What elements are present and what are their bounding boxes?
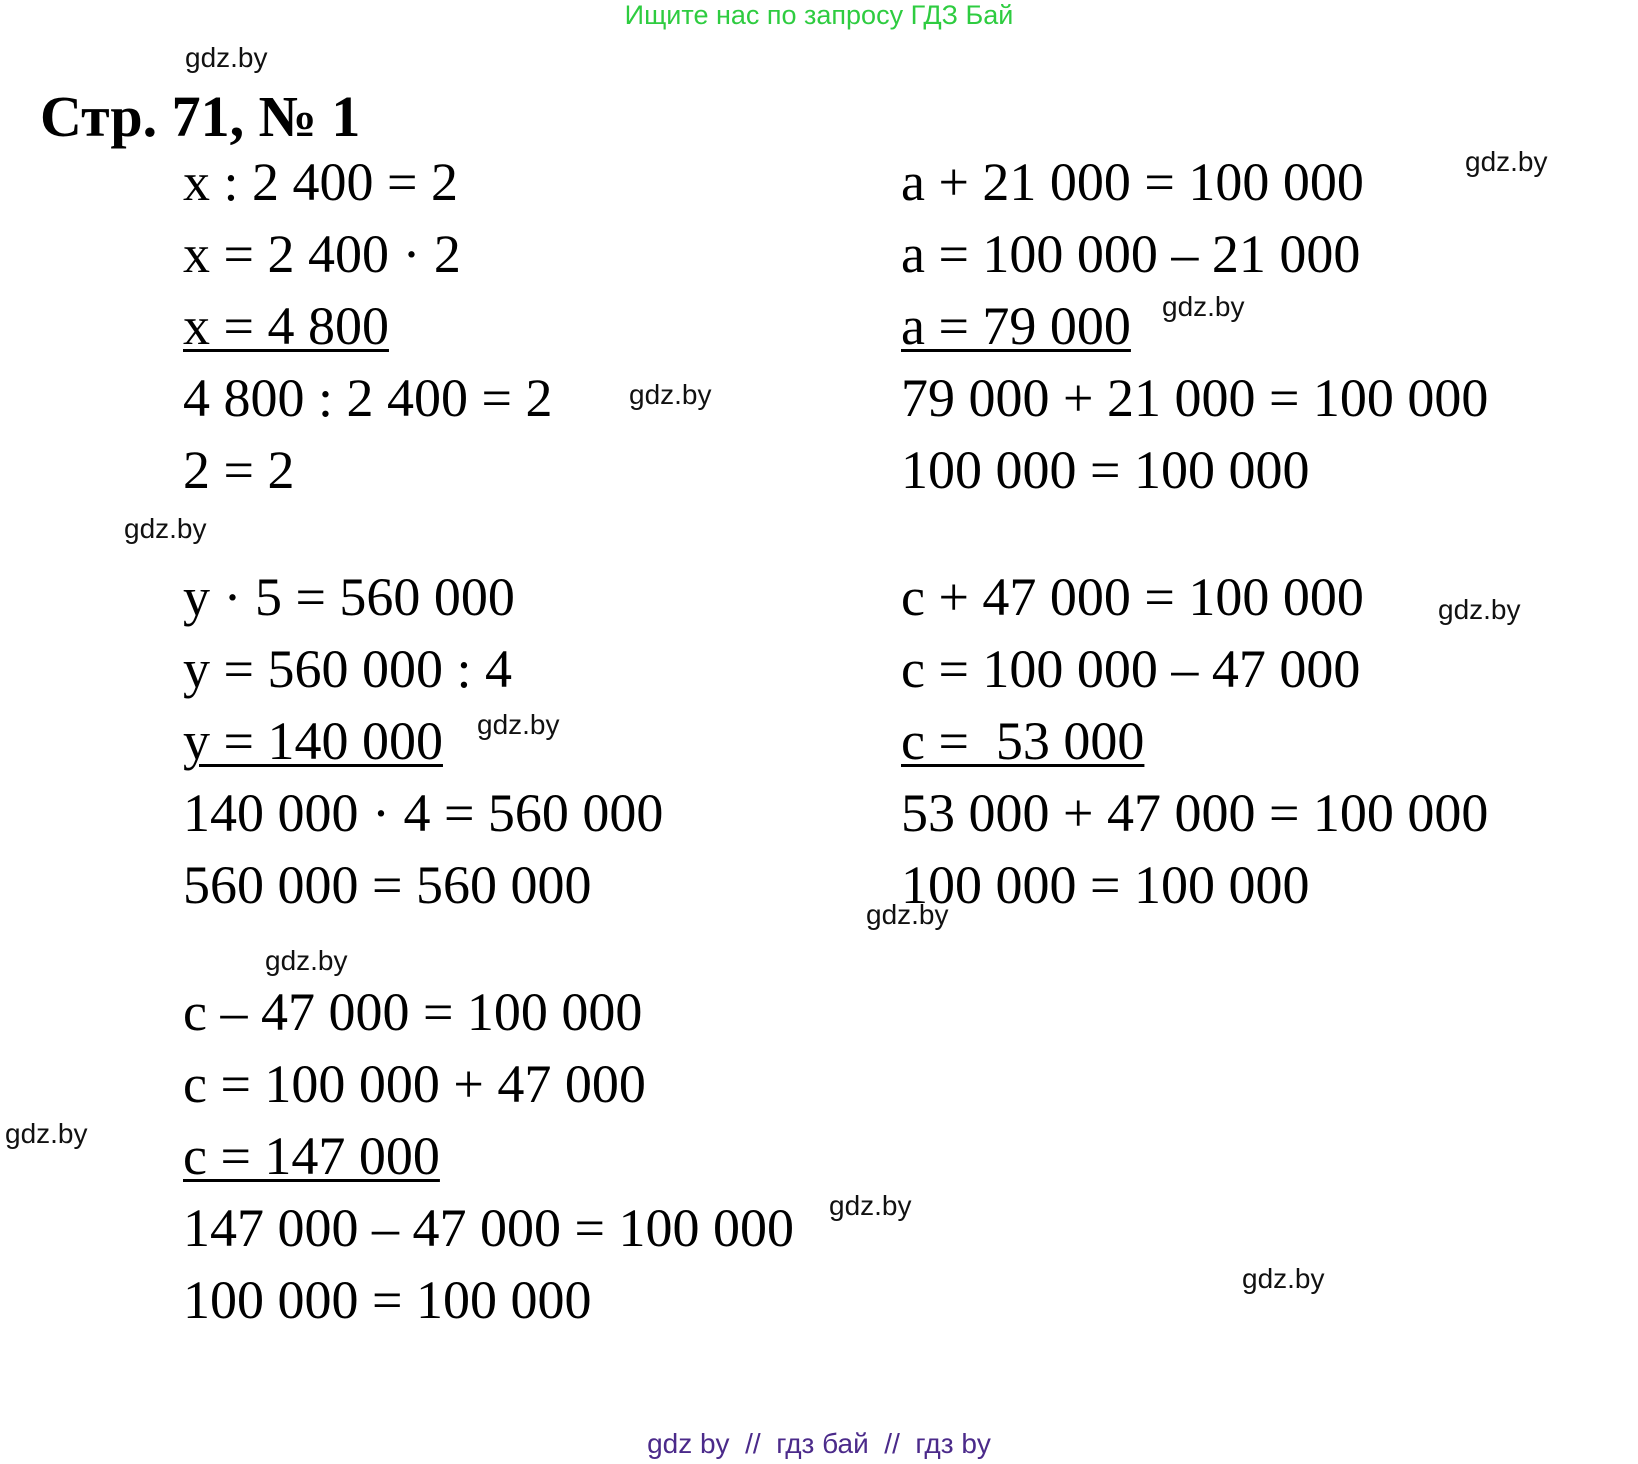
equation-check: 79 000 + 21 000 = 100 000 <box>901 368 1489 428</box>
watermark: gdz.by <box>1162 291 1245 322</box>
equation-check: 2 = 2 <box>183 440 295 500</box>
equation-line: c + 47 000 = 100 000 <box>901 567 1364 627</box>
watermark: gdz.by <box>5 1118 88 1149</box>
watermark: gdz.by <box>265 945 348 976</box>
equation-line: x = 2 400 · 2 <box>183 224 461 284</box>
equation-check: 4 800 : 2 400 = 2 <box>183 368 553 428</box>
equation-check: 560 000 = 560 000 <box>183 855 592 915</box>
equation-block-a <box>901 146 1488 506</box>
equation-block-x <box>183 146 552 506</box>
equation-answer <box>183 1120 794 1192</box>
answer-text: y = 140 000 <box>183 711 443 771</box>
page-title: Стр. 71, № 1 <box>40 84 361 149</box>
top-banner: Ищите нас по запросу ГДЗ Бай <box>624 0 1014 30</box>
equation-answer <box>183 705 663 777</box>
watermark: gdz.by <box>829 1190 912 1221</box>
watermark: gdz.by <box>185 42 268 73</box>
equation-line: c – 47 000 = 100 000 <box>183 982 643 1042</box>
equation-check: 147 000 – 47 000 = 100 000 <box>183 1198 794 1258</box>
watermark: gdz.by <box>629 379 712 410</box>
answer-text: c = 53 000 <box>901 711 1145 771</box>
watermark: gdz.by <box>866 899 949 930</box>
equation-line: a + 21 000 = 100 000 <box>901 152 1364 212</box>
equation-check: 53 000 + 47 000 = 100 000 <box>901 783 1489 843</box>
watermark: gdz.by <box>1242 1263 1325 1294</box>
equation-check: 100 000 = 100 000 <box>901 855 1310 915</box>
equation-block-c-plus <box>901 561 1488 921</box>
watermark: gdz.by <box>1465 146 1548 177</box>
equation-block-c-minus <box>183 976 794 1336</box>
equation-line: y = 560 000 : 4 <box>183 639 512 699</box>
footer-links: gdz by // гдз бай // гдз by <box>647 1428 991 1459</box>
answer-text: a = 79 000 <box>901 296 1131 356</box>
equation-line: c = 100 000 + 47 000 <box>183 1054 646 1114</box>
watermark: gdz.by <box>124 513 207 544</box>
equation-answer <box>901 705 1488 777</box>
equation-check: 140 000 · 4 = 560 000 <box>183 783 664 843</box>
equation-check: 100 000 = 100 000 <box>183 1270 592 1330</box>
equation-line: y · 5 = 560 000 <box>183 567 515 627</box>
equation-answer <box>183 290 552 362</box>
answer-text: c = 147 000 <box>183 1126 440 1186</box>
equation-line: c = 100 000 – 47 000 <box>901 639 1361 699</box>
equation-block-y <box>183 561 663 921</box>
watermark: gdz.by <box>477 709 560 740</box>
watermark: gdz.by <box>1438 594 1521 625</box>
answer-text: x = 4 800 <box>183 296 389 356</box>
equation-line: x : 2 400 = 2 <box>183 152 458 212</box>
equation-check: 100 000 = 100 000 <box>901 440 1310 500</box>
equation-line: a = 100 000 – 21 000 <box>901 224 1361 284</box>
